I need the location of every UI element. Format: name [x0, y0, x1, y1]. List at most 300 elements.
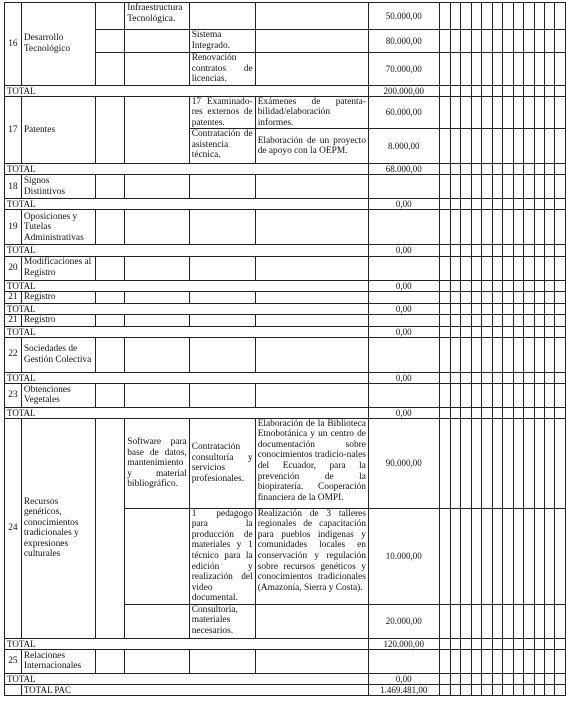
- grid-cell: [534, 96, 544, 129]
- grid-cell: [534, 303, 544, 314]
- grid-cell: [440, 199, 450, 210]
- grid-cell: [555, 604, 566, 638]
- grid-cell: [461, 256, 471, 280]
- grid-cell: [450, 96, 460, 129]
- grid-cell: [544, 164, 554, 175]
- grid-cell: [503, 418, 513, 508]
- grid-cell: [544, 407, 554, 418]
- grid-cell: [440, 326, 450, 337]
- grid-cell: [471, 3, 481, 30]
- grid-cell: [544, 96, 554, 129]
- grid-cell: [450, 383, 460, 407]
- grid-cell: [471, 303, 481, 314]
- grid-cell: [440, 418, 450, 508]
- grid-cell: [125, 649, 189, 673]
- grid-cell: [555, 337, 566, 372]
- table-row: [5, 649, 566, 673]
- grid-cell: [492, 673, 502, 684]
- amount-cell: 20.000,00: [368, 604, 440, 638]
- row-number: 21: [5, 291, 22, 303]
- grid-cell: [524, 649, 534, 673]
- grid-cell: [189, 256, 255, 280]
- grid-cell: [524, 53, 534, 86]
- grid-cell: [503, 337, 513, 372]
- grid-cell: [524, 256, 534, 280]
- grid-cell: [492, 372, 502, 383]
- grid-cell: [482, 326, 492, 337]
- total-row: [5, 638, 566, 649]
- grid-cell: [492, 638, 502, 649]
- grid-cell: [482, 53, 492, 86]
- activity-detail: Exámenes de patenta-bilidad/elaboración informes.: [255, 96, 368, 129]
- total-label: TOTAL: [5, 326, 369, 337]
- activity-description: Infraestructura Tecnológica.: [125, 3, 189, 30]
- grid-cell: [482, 245, 492, 256]
- grid-cell: [450, 175, 460, 199]
- grid-cell: [440, 175, 450, 199]
- grid-cell: [471, 508, 481, 604]
- row-number: 16: [5, 3, 22, 86]
- grid-cell: [524, 85, 534, 96]
- grid-cell: [461, 418, 471, 508]
- grid-cell: [450, 337, 460, 372]
- grid-cell: [125, 383, 189, 407]
- grid-cell: [513, 684, 523, 695]
- grid-cell: [95, 175, 125, 199]
- table-row: [5, 256, 566, 280]
- grid-cell: [555, 314, 566, 326]
- grid-cell: [492, 96, 502, 129]
- grid-cell: [189, 649, 255, 673]
- grid-cell: [461, 649, 471, 673]
- grid-cell: [492, 210, 502, 245]
- grid-cell: [513, 85, 523, 96]
- grid-cell: [555, 280, 566, 291]
- grid-cell: [544, 245, 554, 256]
- grid-cell: [255, 337, 368, 372]
- grid-cell: [555, 85, 566, 96]
- total-amount: 120.000,00: [368, 638, 440, 649]
- grid-cell: [503, 175, 513, 199]
- grid-cell: [440, 291, 450, 303]
- grid-cell: [555, 3, 566, 30]
- grid-cell: [492, 85, 502, 96]
- total-label: TOTAL: [5, 280, 369, 291]
- grid-cell: [492, 303, 502, 314]
- grid-cell: [125, 53, 189, 86]
- row-number: 24: [5, 418, 22, 638]
- grid-cell: [368, 383, 440, 407]
- grid-cell: [492, 245, 502, 256]
- grid-cell: [503, 684, 513, 695]
- grid-cell: [524, 280, 534, 291]
- grid-cell: [555, 684, 566, 695]
- grid-cell: [555, 30, 566, 53]
- grid-cell: [544, 256, 554, 280]
- grid-cell: [125, 314, 189, 326]
- grid-cell: [471, 684, 481, 695]
- grid-cell: [189, 3, 255, 30]
- grid-cell: [471, 280, 481, 291]
- grid-cell: [534, 314, 544, 326]
- grid-cell: [95, 418, 125, 638]
- grid-cell: [471, 129, 481, 164]
- grid-cell: [461, 175, 471, 199]
- grid-cell: [461, 210, 471, 245]
- total-label: TOTAL: [5, 407, 369, 418]
- grid-cell: [255, 314, 368, 326]
- total-row: [5, 407, 566, 418]
- total-label: TOTAL: [5, 303, 369, 314]
- grid-cell: [450, 129, 460, 164]
- grid-cell: [555, 199, 566, 210]
- grid-cell: [461, 164, 471, 175]
- grid-cell: [125, 210, 189, 245]
- grid-cell: [524, 508, 534, 604]
- grid-cell: [524, 129, 534, 164]
- grid-cell: [482, 129, 492, 164]
- grid-cell: [492, 175, 502, 199]
- grid-cell: [513, 383, 523, 407]
- grid-cell: [450, 649, 460, 673]
- grid-cell: [450, 638, 460, 649]
- grid-cell: [461, 372, 471, 383]
- grid-cell: [255, 649, 368, 673]
- grid-cell: [255, 604, 368, 638]
- total-row: [5, 673, 566, 684]
- grid-cell: [368, 210, 440, 245]
- grid-cell: [513, 604, 523, 638]
- grid-cell: [482, 291, 492, 303]
- grid-cell: [524, 372, 534, 383]
- grid-cell: [482, 337, 492, 372]
- grid-cell: [534, 508, 544, 604]
- total-amount: 0,00: [368, 326, 440, 337]
- grid-cell: [503, 280, 513, 291]
- grid-cell: [534, 129, 544, 164]
- grand-total-amount: 1.469.481,00: [368, 684, 440, 695]
- grid-cell: [189, 314, 255, 326]
- grid-cell: [471, 673, 481, 684]
- grid-cell: [482, 96, 492, 129]
- total-amount: 0,00: [368, 407, 440, 418]
- grid-cell: [492, 337, 502, 372]
- table-row: [5, 418, 566, 508]
- grid-cell: [482, 303, 492, 314]
- grid-cell: [440, 3, 450, 30]
- grid-cell: [440, 53, 450, 86]
- grid-cell: [440, 129, 450, 164]
- grid-cell: [503, 85, 513, 96]
- grid-cell: [503, 372, 513, 383]
- grid-cell: [95, 3, 125, 30]
- grid-cell: [513, 372, 523, 383]
- grid-cell: [255, 3, 368, 30]
- grid-cell: [513, 164, 523, 175]
- grid-cell: [513, 418, 523, 508]
- grid-cell: [524, 337, 534, 372]
- table-row: [5, 314, 566, 326]
- grid-cell: [450, 684, 460, 695]
- total-amount: 200.000,00: [368, 85, 440, 96]
- row-number: 22: [5, 337, 22, 372]
- grid-cell: [95, 30, 125, 53]
- activity-description: Renovación contratos de licencias.: [189, 53, 255, 86]
- grid-cell: [503, 604, 513, 638]
- grid-cell: [440, 372, 450, 383]
- grid-cell: [513, 30, 523, 53]
- grid-cell: [461, 85, 471, 96]
- grid-cell: [544, 303, 554, 314]
- total-row: [5, 245, 566, 256]
- grid-cell: [534, 418, 544, 508]
- grid-cell: [513, 199, 523, 210]
- row-number: 25: [5, 649, 22, 673]
- grid-cell: [461, 30, 471, 53]
- grid-cell: [534, 85, 544, 96]
- grid-cell: [440, 210, 450, 245]
- total-label: TOTAL: [5, 372, 369, 383]
- grid-cell: [461, 604, 471, 638]
- grid-cell: [555, 418, 566, 508]
- program-name: Registro: [21, 314, 95, 326]
- grid-cell: [125, 30, 189, 53]
- grid-cell: [492, 383, 502, 407]
- grid-cell: [368, 337, 440, 372]
- total-row: [5, 280, 566, 291]
- grid-cell: [450, 53, 460, 86]
- grid-cell: [492, 326, 502, 337]
- grid-cell: [125, 291, 189, 303]
- grid-cell: [482, 673, 492, 684]
- grid-cell: [482, 383, 492, 407]
- grid-cell: [255, 30, 368, 53]
- row-number: 21: [5, 314, 22, 326]
- grid-cell: [368, 256, 440, 280]
- total-amount: 0,00: [368, 280, 440, 291]
- grid-cell: [450, 85, 460, 96]
- activity-description: 17 Examinado-res externos de patentes.: [189, 96, 255, 129]
- grid-cell: [513, 673, 523, 684]
- grid-cell: [471, 604, 481, 638]
- grid-cell: [461, 314, 471, 326]
- grid-cell: [534, 175, 544, 199]
- grid-cell: [125, 256, 189, 280]
- grid-cell: [555, 129, 566, 164]
- grid-cell: [503, 291, 513, 303]
- grid-cell: [513, 280, 523, 291]
- grid-cell: [450, 303, 460, 314]
- grid-cell: [471, 96, 481, 129]
- grid-cell: [544, 418, 554, 508]
- grid-cell: [471, 30, 481, 53]
- grid-cell: [368, 175, 440, 199]
- grid-cell: [534, 383, 544, 407]
- total-amount: 0,00: [368, 673, 440, 684]
- grid-cell: [255, 291, 368, 303]
- grid-cell: [95, 649, 125, 673]
- grid-cell: [461, 684, 471, 695]
- grid-cell: [524, 291, 534, 303]
- grid-cell: [503, 649, 513, 673]
- grid-cell: [189, 175, 255, 199]
- amount-cell: 70.000,00: [368, 53, 440, 86]
- grid-cell: [513, 291, 523, 303]
- grid-cell: [492, 129, 502, 164]
- grid-cell: [544, 3, 554, 30]
- grid-cell: [534, 684, 544, 695]
- grid-cell: [471, 407, 481, 418]
- grid-cell: [482, 314, 492, 326]
- grid-cell: [450, 210, 460, 245]
- grid-cell: [5, 684, 22, 695]
- grid-cell: [503, 314, 513, 326]
- grid-cell: [544, 326, 554, 337]
- grid-cell: [534, 649, 544, 673]
- grid-cell: [555, 303, 566, 314]
- grid-cell: [555, 372, 566, 383]
- amount-cell: 90.000,00: [368, 418, 440, 508]
- grid-cell: [95, 96, 125, 164]
- grid-cell: [450, 164, 460, 175]
- grid-cell: [534, 337, 544, 372]
- grid-cell: [492, 164, 502, 175]
- grid-cell: [95, 256, 125, 280]
- grid-cell: [440, 303, 450, 314]
- activity-detail: Elaboración de un proyecto de apoyo con la OEPM.: [255, 129, 368, 164]
- grid-cell: [95, 291, 125, 303]
- grid-cell: [482, 210, 492, 245]
- grid-cell: [471, 326, 481, 337]
- grid-cell: [440, 638, 450, 649]
- grid-cell: [534, 326, 544, 337]
- grid-cell: [461, 53, 471, 86]
- program-name: Relaciones Internacionales: [21, 649, 95, 673]
- grid-cell: [534, 407, 544, 418]
- grid-cell: [534, 210, 544, 245]
- grid-cell: [450, 418, 460, 508]
- grid-cell: [471, 314, 481, 326]
- program-name: Registro: [21, 291, 95, 303]
- grid-cell: [544, 291, 554, 303]
- grid-cell: [440, 164, 450, 175]
- grid-cell: [471, 53, 481, 86]
- grid-cell: [534, 245, 544, 256]
- grid-cell: [450, 291, 460, 303]
- total-label: TOTAL: [5, 245, 369, 256]
- grid-cell: [440, 383, 450, 407]
- grid-cell: [544, 638, 554, 649]
- grid-cell: [524, 684, 534, 695]
- budget-table: [4, 2, 566, 696]
- grid-cell: [503, 199, 513, 210]
- grid-cell: [524, 3, 534, 30]
- grid-cell: [503, 53, 513, 86]
- grid-cell: [513, 303, 523, 314]
- grid-cell: [492, 314, 502, 326]
- total-amount: 0,00: [368, 303, 440, 314]
- grid-cell: [555, 256, 566, 280]
- grid-cell: [503, 30, 513, 53]
- grid-cell: [555, 164, 566, 175]
- grid-cell: [461, 3, 471, 30]
- total-row: [5, 164, 566, 175]
- grid-cell: [95, 210, 125, 245]
- grid-cell: [524, 604, 534, 638]
- grid-cell: [492, 3, 502, 30]
- activity-description: Contratación de asistencia técnica.: [189, 129, 255, 164]
- grid-cell: [450, 314, 460, 326]
- grid-cell: [544, 280, 554, 291]
- amount-cell: 50.000,00: [368, 3, 440, 30]
- grid-cell: [461, 673, 471, 684]
- grid-cell: [368, 649, 440, 673]
- total-label: TOTAL: [5, 164, 369, 175]
- total-row: [5, 85, 566, 96]
- grid-cell: [440, 684, 450, 695]
- grid-cell: [503, 508, 513, 604]
- grid-cell: [524, 418, 534, 508]
- grid-cell: [503, 3, 513, 30]
- grid-cell: [534, 291, 544, 303]
- grid-cell: [461, 407, 471, 418]
- grid-cell: [125, 604, 189, 638]
- grid-cell: [482, 175, 492, 199]
- grid-cell: [555, 210, 566, 245]
- grid-cell: [503, 673, 513, 684]
- grid-cell: [255, 175, 368, 199]
- grid-cell: [503, 129, 513, 164]
- grid-cell: [524, 175, 534, 199]
- program-name: Patentes: [21, 96, 95, 164]
- grid-cell: [492, 508, 502, 604]
- grid-cell: [513, 638, 523, 649]
- grid-cell: [492, 30, 502, 53]
- grid-cell: [555, 508, 566, 604]
- program-name: Recursos genéticos, conocimientos tradicionales y expresiones culturales: [21, 418, 95, 638]
- grid-cell: [544, 53, 554, 86]
- grid-cell: [471, 245, 481, 256]
- grid-cell: [450, 604, 460, 638]
- grid-cell: [461, 508, 471, 604]
- table-row: [5, 337, 566, 372]
- grid-cell: [513, 314, 523, 326]
- grid-cell: [471, 210, 481, 245]
- grid-cell: [544, 673, 554, 684]
- grid-cell: [524, 673, 534, 684]
- grid-cell: [440, 604, 450, 638]
- grid-cell: [440, 673, 450, 684]
- grid-cell: [524, 164, 534, 175]
- grid-cell: [524, 96, 534, 129]
- grid-cell: [503, 326, 513, 337]
- grid-cell: [440, 85, 450, 96]
- grid-cell: [189, 383, 255, 407]
- grid-cell: [482, 280, 492, 291]
- grid-cell: [492, 291, 502, 303]
- grid-cell: [471, 372, 481, 383]
- grid-cell: [513, 256, 523, 280]
- grid-cell: [440, 30, 450, 53]
- grid-cell: [524, 210, 534, 245]
- row-number: 20: [5, 256, 22, 280]
- grid-cell: [555, 96, 566, 129]
- grand-total-row: [5, 684, 566, 695]
- activity-description: Consultoría, materiales necesarios.: [189, 604, 255, 638]
- grid-cell: [503, 256, 513, 280]
- grid-cell: [440, 280, 450, 291]
- grid-cell: [555, 291, 566, 303]
